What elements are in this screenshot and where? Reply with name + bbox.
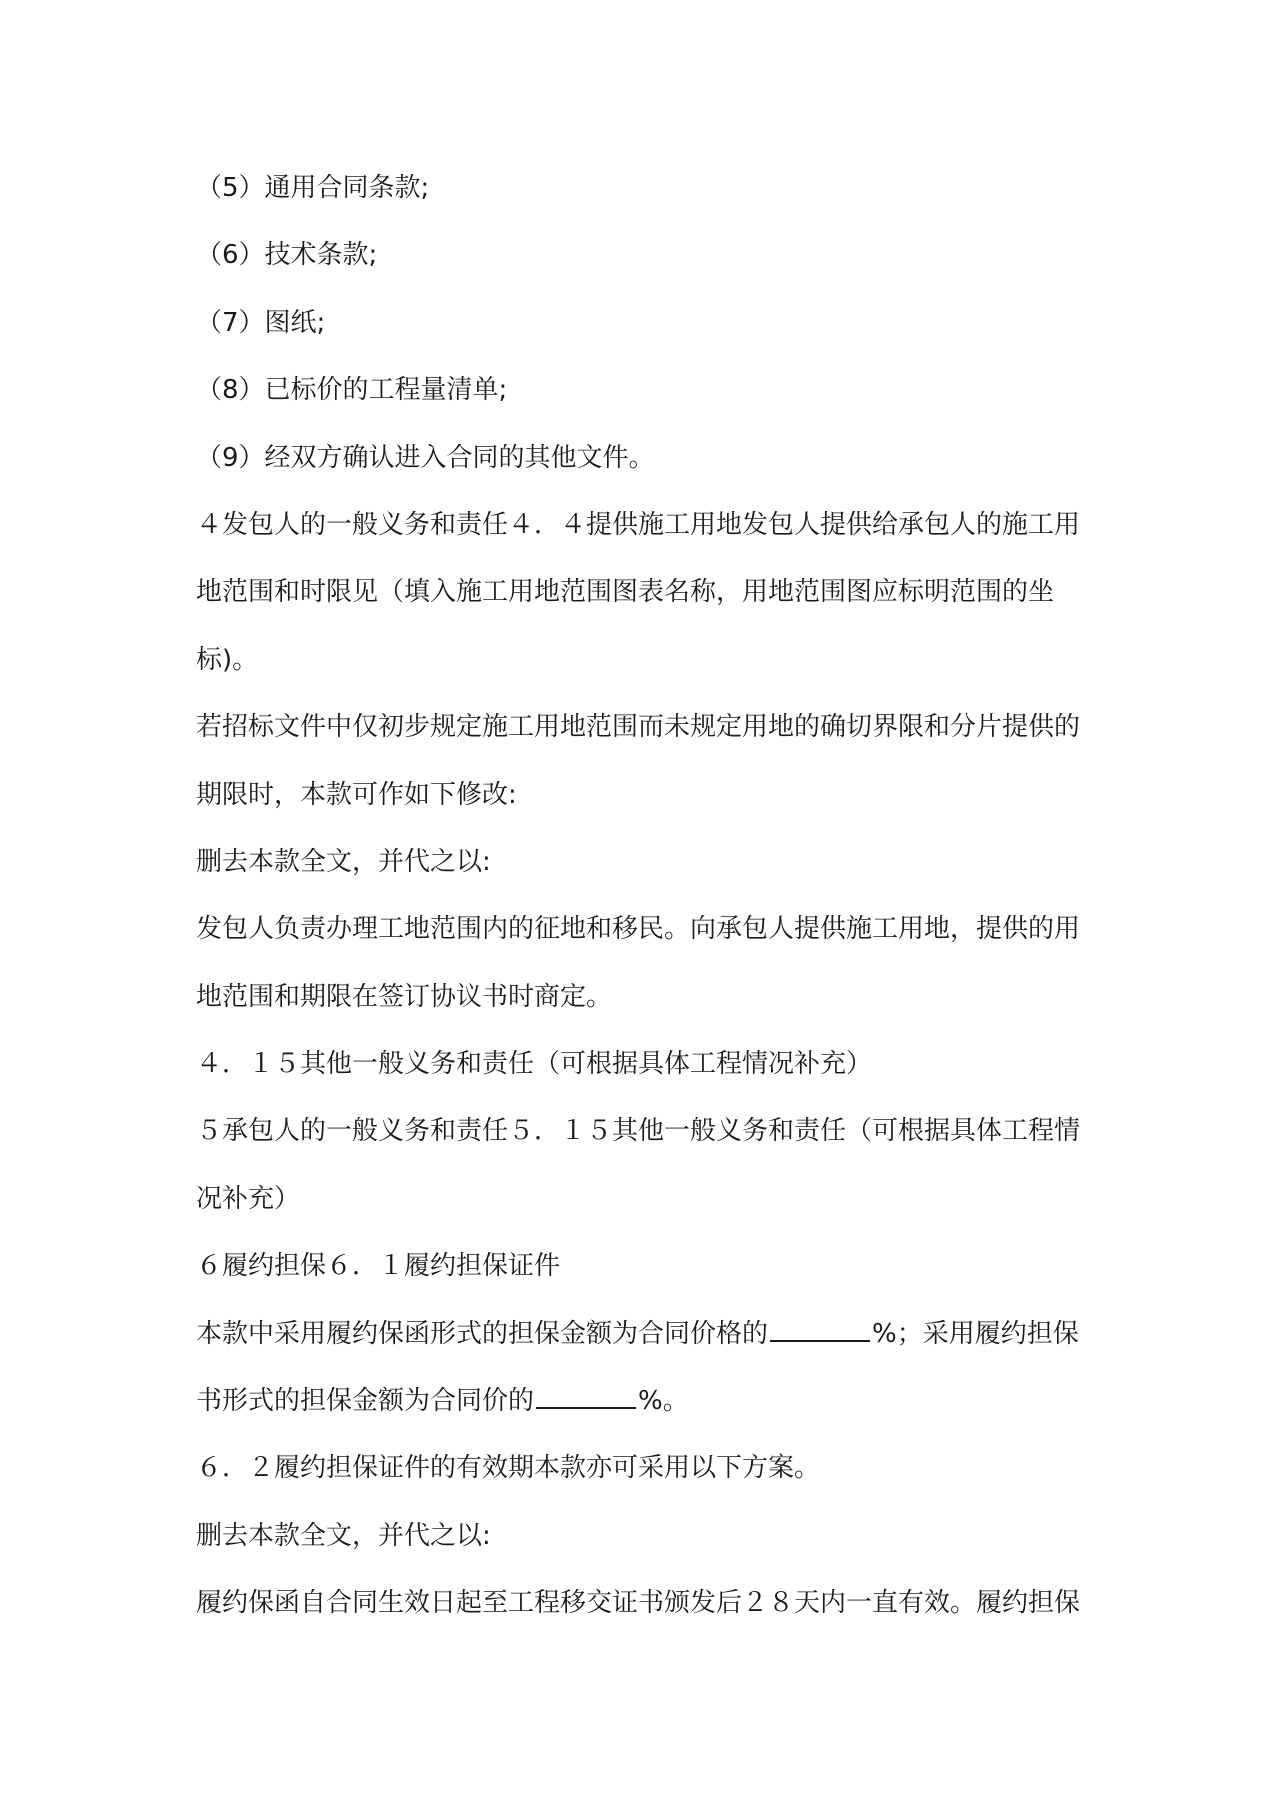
bond-text-before: 书形式的担保金额为合同价的 bbox=[196, 1386, 535, 1417]
guarantee-text-after: %；采用履约担保 bbox=[872, 1318, 1079, 1349]
bond-text-after: %。 bbox=[638, 1386, 689, 1417]
list-item-general-terms: （5）通用合同条款; bbox=[196, 173, 430, 203]
paragraph-employer-obligations-cont: 地范围和时限见（填入施工用地范围图表名称，用地范围图应标明范围的坐 bbox=[196, 577, 1055, 608]
fill-in-blank bbox=[536, 1385, 636, 1409]
list-item-priced-bill: （8）已标价的工程量清单; bbox=[196, 375, 508, 406]
paragraph-contractor-obligations: ５承包人的一般义务和责任５．１５其他一般义务和责任（可根据具体工程情 bbox=[196, 1116, 1081, 1147]
paragraph-guarantee-amount bbox=[196, 1301, 1086, 1368]
heading-performance-security: ６履约担保６．１履约担保证件 bbox=[196, 1251, 561, 1282]
list-item-drawings: （7）图纸; bbox=[196, 307, 326, 338]
paragraph-employer-obligations-end: 标)。 bbox=[196, 644, 259, 675]
paragraph-bond-amount bbox=[196, 1368, 1086, 1435]
clause-4-15: ４．１５其他一般义务和责任（可根据具体工程情况补充） bbox=[196, 1049, 873, 1080]
paragraph-contractor-obligations-cont: 况补充） bbox=[196, 1183, 301, 1214]
paragraph-tender-note: 若招标文件中仅初步规定施工用地范围而未规定用地的确切界限和分片提供的 bbox=[196, 712, 1081, 743]
clause-6-2: ６．２履约担保证件的有效期本款亦可采用以下方案。 bbox=[196, 1453, 821, 1484]
paragraph-tender-note-cont: 期限时，本款可作如下修改: bbox=[196, 779, 517, 810]
fill-in-blank bbox=[770, 1318, 870, 1342]
list-item-other-documents: （9）经双方确认进入合同的其他文件。 bbox=[196, 442, 655, 473]
document-body bbox=[196, 155, 1086, 1638]
list-item-technical-terms: （6）技术条款; bbox=[196, 240, 378, 271]
paragraph-guarantee-validity: 履约保函自合同生效日起至工程移交证书颁发后２８天内一直有效。履约担保 bbox=[196, 1588, 1081, 1619]
guarantee-text-before: 本款中采用履约保函形式的担保金额为合同价格的 bbox=[196, 1318, 769, 1349]
paragraph-land-acquisition-cont: 地范围和期限在签订协议书时商定。 bbox=[196, 981, 613, 1012]
paragraph-employer-obligations: ４发包人的一般义务和责任４．４提供施工用地发包人提供给承包人的施工用 bbox=[196, 509, 1081, 540]
paragraph-delete-clause: 删去本款全文，并代之以: bbox=[196, 846, 491, 877]
paragraph-delete-clause-2: 删去本款全文，并代之以: bbox=[196, 1520, 491, 1551]
paragraph-land-acquisition: 发包人负责办理工地范围内的征地和移民。向承包人提供施工用地，提供的用 bbox=[196, 914, 1081, 945]
